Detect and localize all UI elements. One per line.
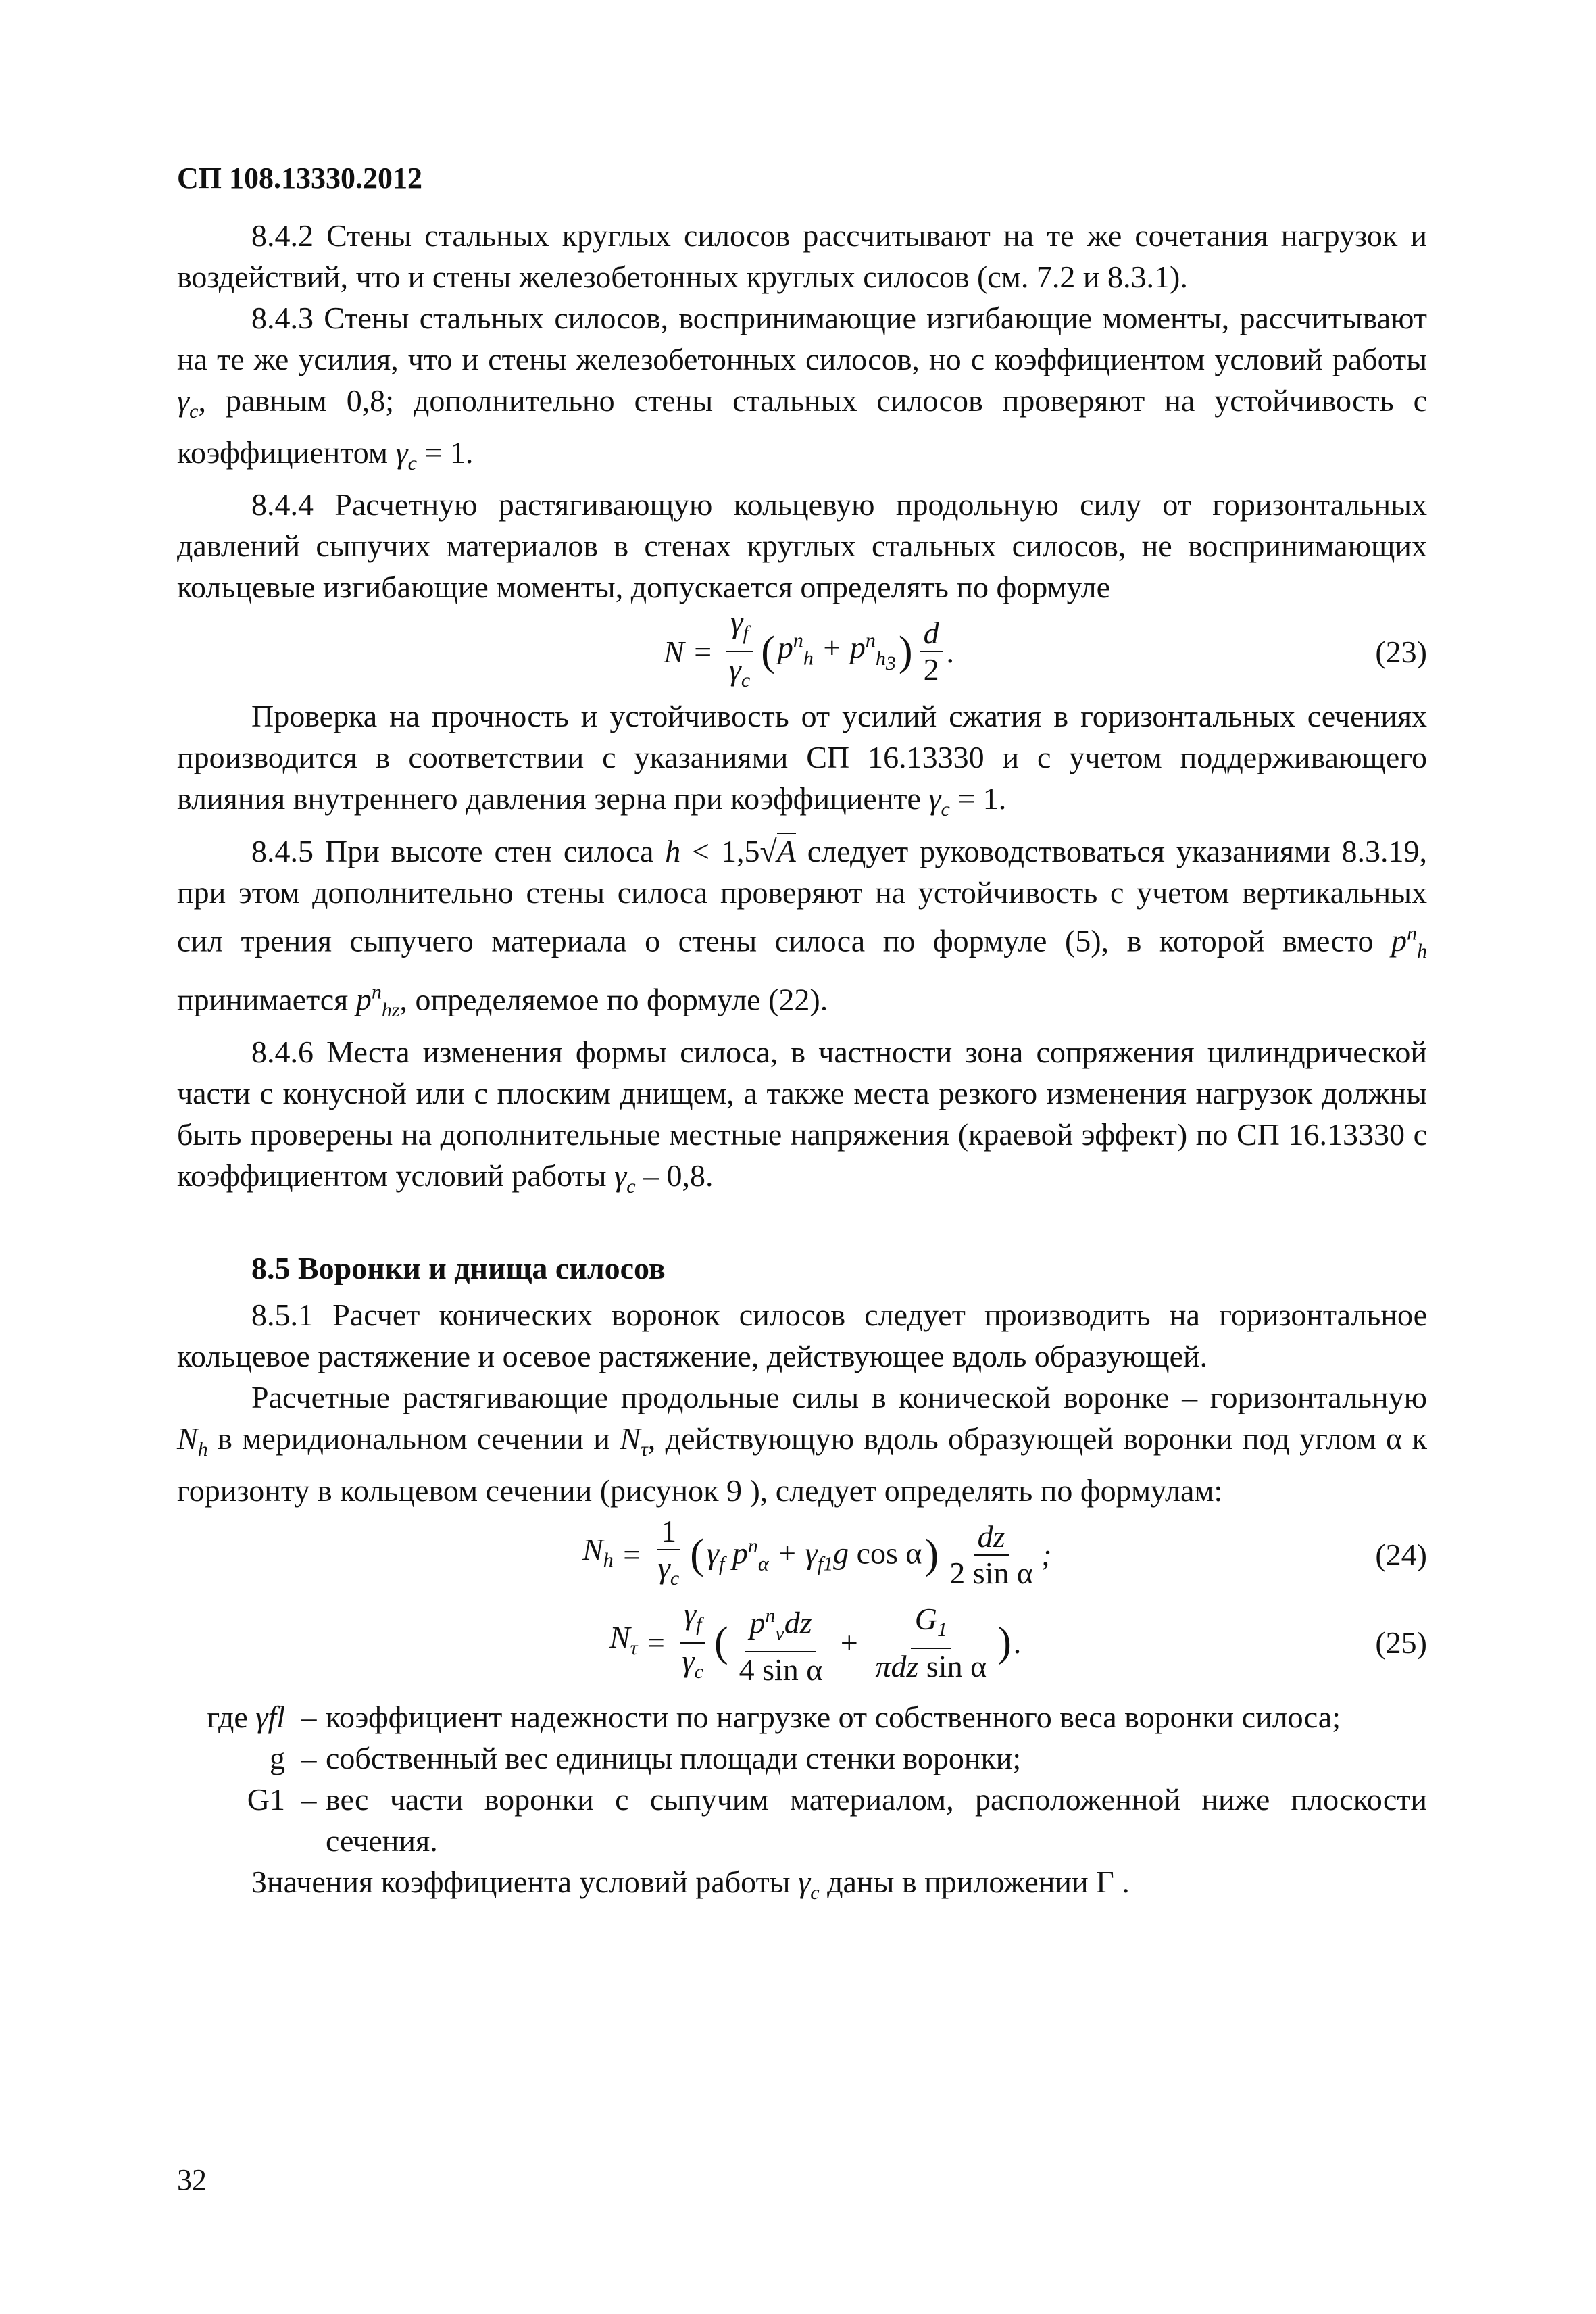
where-row-3-text: вес части воронки с сыпучим материалом, расположенной ниже плоскости сечения. — [326, 1781, 1427, 1858]
paragraph-8-4-3: 8.4.3 Стены стальных силосов, воспринимающие изгибающие моменты, рассчитывают на те же усилия, что и стены железобетонных силосов, но с коэффициентом условий работы $\gamma_c$, равным 0,8; дополнительно стены стальных силосов проверяют на устойчивость с коэффициентом $\gamma_c = 1$. — [177, 301, 1427, 475]
paragraph-8-4-2: 8.4.2 Стены стальных круглых силосов рассчитывают на те же сочетания нагрузок и воздействий, что и стены железобетонных круглых силосов (см. 7.2 и 8.3.1). — [177, 218, 1427, 294]
equation-25-body: $N_\tau$ = $\frac{\gamma_f}{\gamma_c}$ ( $\frac{p^n_vdz}{\text{4 sin α}}$ + $\frac{G_1}{\text{πdz sin α}}$ ) . — [609, 1596, 1022, 1688]
equation-23-body: N = $\frac{\gamma_f}{\gamma_c}$ ( $p^n_h + p^n_{h_3}$ ) $\frac{d}{2}$ . — [664, 605, 955, 692]
paragraph-8-5-1: 8.5.1 Расчет конических воронок силосов следует производить на горизонтальное кольцевое растяжение и осевое растяжение, действующее вдоль образующей. — [177, 1297, 1427, 1373]
paragraph-strength-check: Проверка на прочность и устойчивость от усилий сжатия в горизонтальных сечениях производится в соответствии с указаниями СП 16.13330 и с учетом поддерживающего влияния внутреннего давления зерна при коэффициенте $\gamma_c = 1$. — [177, 699, 1427, 821]
paragraph-appendix-reference: Значения коэффициента условий работы $\gamma_c$ даны в приложении Г . — [251, 1864, 1130, 1904]
paragraph-8-4-5: 8.4.5 При высоте стен силоса h < 1,5√A следует руководствоваться указаниями 8.3.19, при этом дополнительно стены силоса проверяют на устойчивость с учетом вертикальных сил трения сыпучего материала о стены силоса по формуле (5), в которой вместо $p^n_h$ принимается $p^n_{hz}$, определяемое по формуле (22). — [177, 833, 1427, 1022]
equation-24 — [177, 1511, 1427, 1599]
paragraph-8-4-4: 8.4.4 Расчетную растягивающую кольцевую продольную силу от горизонтальных давлений сыпучих материалов в стенах круглых стальных силосов, не воспринимающих кольцевые изгибающие моменты, допускается определять по формуле — [177, 487, 1427, 605]
paragraph-design-forces: Расчетные растягивающие продольные силы в конической воронке – горизонтальную $N_h$ в меридиональном сечении и $N_\tau$, действующую вдоль образующей воронки под углом α к горизонту в кольцевом сечении (рисунок 9 ), следует определять по формулам: — [177, 1379, 1428, 1508]
symbol-definitions: где γfl – коэффициент надежности по нагрузке от собственного веса воронки силоса; g – собственный вес единицы площади стенки воронки; G1 – вес части воронки с сыпучим материалом, расположенной ниже плоскости сечения. — [177, 1696, 1427, 1861]
equation-25-number: (25) — [1375, 1625, 1427, 1660]
equation-24-body: $N_h$ = $\frac{1}{\gamma_c}$ ( $\gamma_f$ $p^n_\alpha + \gamma_{f1}g$ cos α ) $\frac{dz}{\text{2 sin α}}$ ; — [582, 1513, 1052, 1590]
equation-25 — [177, 1596, 1427, 1688]
equation-23-number: (23) — [1375, 634, 1427, 669]
equation-24-number: (24) — [1375, 1537, 1427, 1573]
where-row-1-text: коэффициент надежности по нагрузке от собственного веса воронки силоса; — [326, 1699, 1341, 1734]
page-number: 32 — [177, 2163, 207, 2196]
where-row-2-symbol: g — [270, 1740, 285, 1775]
section-title-8-5: 8.5 Воронки и днища силосов — [251, 1250, 666, 1285]
where-row-1-symbol: где γfl — [207, 1699, 285, 1734]
document-body — [177, 215, 1427, 1913]
document-header: СП 108.13330.2012 — [177, 162, 422, 195]
paragraph-8-4-6: 8.4.6 Места изменения формы силоса, в частности зона сопряжения цилиндрической части с конусной или с плоским днищем, а также места резкого изменения нагрузок должны быть проверены на дополнительные местные напряжения (краевой эффект) по СП 16.13330 с коэффициентом условий работы $\gamma_c - 0,8$. — [177, 1034, 1427, 1198]
where-row-2-text: собственный вес единицы площади стенки воронки; — [326, 1740, 1022, 1775]
equation-23 — [177, 605, 1427, 695]
where-row-3-symbol: G1 — [247, 1781, 285, 1817]
